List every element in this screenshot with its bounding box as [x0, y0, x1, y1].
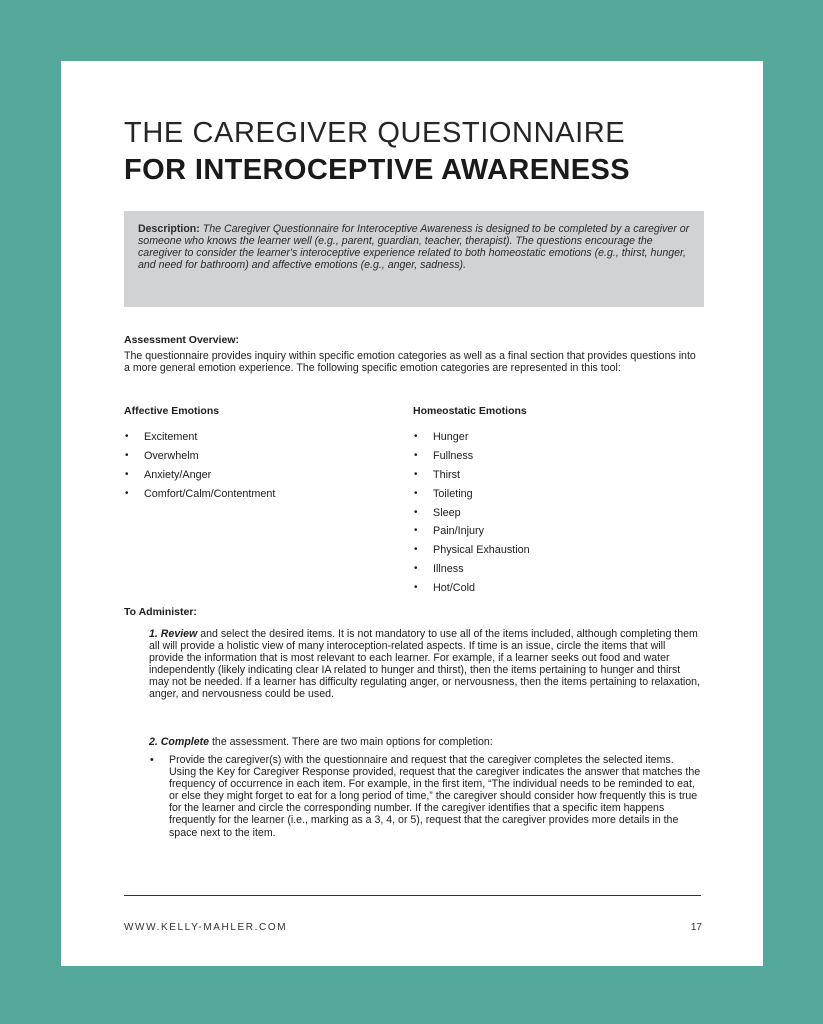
overview-heading: Assessment Overview: — [124, 334, 239, 346]
list-item: • Excitement — [124, 428, 275, 447]
list-item: • Sleep — [413, 504, 530, 523]
list-item: • Fullness — [413, 447, 530, 466]
affective-list — [124, 428, 275, 504]
list-item: • Comfort/Calm/Contentment — [124, 485, 275, 504]
step-review-label: 1. Review — [149, 628, 198, 640]
page-number: 17 — [690, 922, 702, 933]
description-text: The Caregiver Questionnaire for Interoceptive Awareness is designed to be completed by a caregiver or someone who knows the learner well (e.g., parent, guardian, teacher, therapist). The questions encourage the caregiver to consider the learner's interoceptive experience related to both homeostatic emotions (e.g., thirst, hunger, and need for bathroom) and affective emotions (e.g., anger, sadness). — [138, 223, 690, 271]
list-item: • Hunger — [413, 428, 530, 447]
administer-heading: To Administer: — [124, 606, 197, 618]
homeostatic-list — [413, 428, 530, 598]
list-item: • Physical Exhaustion — [413, 541, 530, 560]
title-line-1: THE CAREGIVER QUESTIONNAIRE — [124, 117, 626, 149]
list-item: • Illness — [413, 560, 530, 579]
step-review — [149, 628, 701, 701]
overview-text: The questionnaire provides inquiry within specific emotion categories as well as a final section that provides questions into a more general emotion experience. The following specific emotion categories are represented in this tool: — [124, 350, 696, 375]
list-item: • Pain/Injury — [413, 522, 530, 541]
footer-url: WWW.KELLY-MAHLER.COM — [124, 922, 288, 933]
title-line-2: FOR INTEROCEPTIVE AWARENESS — [124, 154, 631, 186]
list-item: • Overwhelm — [124, 447, 275, 466]
step-complete-label: 2. Complete — [149, 736, 210, 748]
step-review-text: and select the desired items. It is not mandatory to use all of the items included, although completing them all will provide a holistic view of many interoception-related aspects. If time is an issue, circle the items that will provide the information that is most relevant to each learner. For example, if a learner seeks out food and water independently (likely indicating clear IA related to hunger and thirst), then the items pertaining to hunger and thirst may not be needed. If a learner has difficulty regulating anger, or nervousness, then the items pertaining to relaxation, anger, and nervousness could be used. — [149, 628, 701, 701]
list-item: • Hot/Cold — [413, 579, 530, 598]
step-complete-text: the assessment. There are two main options for completion: — [209, 736, 493, 748]
step-complete — [149, 736, 701, 748]
footer-divider — [124, 895, 701, 896]
affective-heading: Affective Emotions — [124, 405, 220, 417]
description-box — [124, 211, 704, 307]
list-item: • Toileting — [413, 485, 530, 504]
homeostatic-heading: Homeostatic Emotions — [413, 405, 527, 417]
description-label: Description: — [138, 223, 200, 235]
completion-option-bullet — [149, 754, 701, 839]
document-page — [61, 61, 763, 966]
list-item: • Thirst — [413, 466, 530, 485]
list-item: • Anxiety/Anger — [124, 466, 275, 485]
completion-option-text: Provide the caregiver(s) with the questionnaire and request that the caregiver completes the selected items. Using the Key for Caregiver Response provided, request that the caregiver indicates the answer that matches the frequency of occurrence in each item. For example, in the first item, “The individual needs to be reminded to eat, or else they might forget to eat for a long period of time,” the caregiver should consider how frequently this is true for the learner and circle the corresponding number. If the caregiver identifies that a specific item happens frequently for the learner (i.e., marking as a 3, 4, or 5), request that the caregiver provides more details in the space next to the item. — [169, 754, 701, 839]
bullet-dot: • — [150, 754, 154, 766]
